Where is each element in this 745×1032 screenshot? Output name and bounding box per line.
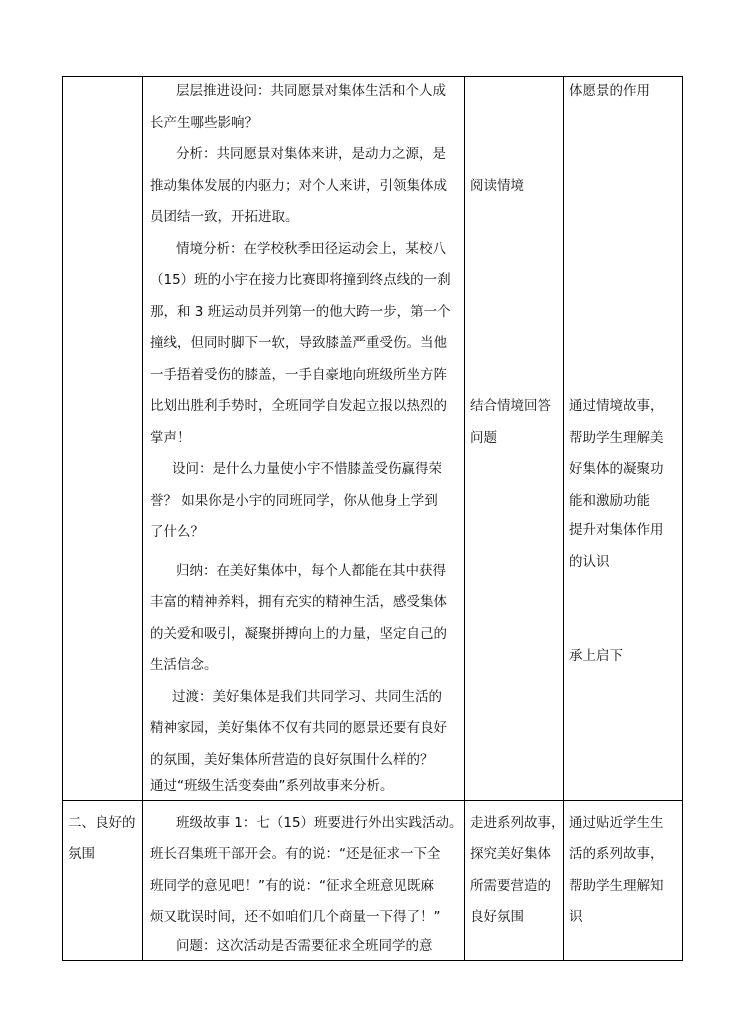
intent-line: 通过情境故事，	[569, 398, 664, 414]
content-line: 长产生哪些影响？	[150, 115, 258, 131]
content-line: 誉？ 如果你是小宇的同班同学，你从他身上学到	[150, 493, 438, 509]
content-line: 比划出胜利手势时，全班同学自发起立报以热烈的	[150, 398, 447, 414]
content-line: 烦又耽误时间，还不如咱们几个商量一下得了！”	[150, 909, 441, 925]
content-line: 班同学的意见吧！”有的说：“征求全班意见既麻	[150, 878, 434, 894]
content-line: 的氛围，美好集体所营造的良好氛围什么样的？	[150, 752, 434, 768]
content-line: 精神家园，美好集体不仅有共同的愿景还要有良好	[150, 720, 447, 736]
table-col-divider-2	[464, 76, 465, 961]
table-border-top	[62, 76, 683, 77]
content-line: 通过“班级生活变奏曲”系列故事来分析。	[150, 778, 394, 794]
intent-line: 体愿景的作用	[569, 83, 650, 99]
table-row-divider	[62, 800, 683, 801]
content-line: 生活信念。	[150, 657, 218, 673]
content-line: 的关爱和吸引，凝聚拼搏向上的力量，坚定自己的	[150, 626, 447, 642]
intent-line: 通过贴近学生生	[569, 815, 664, 831]
intent-line: 帮助学生理解知	[569, 878, 664, 894]
content-line: 归纳：在美好集体中，每个人都能在其中获得	[176, 563, 446, 579]
content-line: 分析：共同愿景对集体来讲，是动力之源，是	[176, 146, 446, 162]
activity-line: 所需要营造的	[470, 878, 551, 894]
intent-line: 帮助学生理解美	[569, 430, 664, 446]
table-border-bottom	[62, 960, 683, 961]
intent-line: 提升对集体作用	[569, 522, 664, 538]
content-line: 了什么？	[150, 524, 204, 540]
content-line: 掌声！	[150, 430, 191, 446]
content-line: 设问：是什么力量使小宇不惜膝盖受伤赢得荣	[172, 461, 442, 477]
table-border-left	[62, 76, 63, 961]
intent-line: 能和激励功能	[569, 493, 650, 509]
content-line: 员团结一致，开拓进取。	[150, 209, 299, 225]
activity-line: 问题	[470, 430, 497, 446]
content-line: 问题：这次活动是否需要征求全班同学的意	[176, 938, 433, 954]
content-line: 过渡：美好集体是我们共同学习、共同生活的	[172, 689, 442, 705]
activity-line: 探究美好集体	[470, 846, 551, 862]
intent-line: 好集体的凝聚功	[569, 461, 664, 477]
content-line: 情境分析：在学校秋季田径运动会上，某校八	[176, 241, 446, 257]
intent-line: 的认识	[569, 554, 610, 570]
content-line: 层层推进设问：共同愿景对集体生活和个人成	[176, 83, 446, 99]
activity-line: 结合情境回答	[470, 398, 551, 414]
activity-line: 阅读情境	[470, 178, 524, 194]
activity-line: 良好氛围	[470, 909, 524, 925]
intent-line: 活的系列故事，	[569, 846, 664, 862]
content-line: 班长召集班干部开会。有的说：“还是征求一下全	[150, 846, 441, 862]
section-title-line: 氛围	[68, 846, 95, 862]
intent-line: 识	[569, 909, 583, 925]
content-line: 推动集体发展的内驱力；对个人来讲，引领集体成	[150, 178, 447, 194]
content-line: 一手捂着受伤的膝盖，一手自豪地向班级所坐方阵	[150, 367, 447, 383]
table-col-divider-1	[142, 76, 143, 961]
content-line: 撞线，但同时脚下一软，导致膝盖严重受伤。当他	[150, 335, 447, 351]
intent-line: 承上启下	[569, 648, 623, 664]
content-line: 丰富的精神养料，拥有充实的精神生活，感受集体	[150, 594, 447, 610]
activity-line: 走进系列故事，	[470, 815, 565, 831]
content-line: （15）班的小宇在接力比赛即将撞到终点线的一刹	[150, 272, 451, 288]
content-line: 班级故事 1：七（15）班要进行外出实践活动。	[176, 815, 463, 831]
section-title-line: 二、良好的	[68, 815, 136, 831]
table-border-right	[682, 76, 683, 961]
content-line: 那，和 3 班运动员并列第一的他大跨一步，第一个	[150, 304, 451, 320]
